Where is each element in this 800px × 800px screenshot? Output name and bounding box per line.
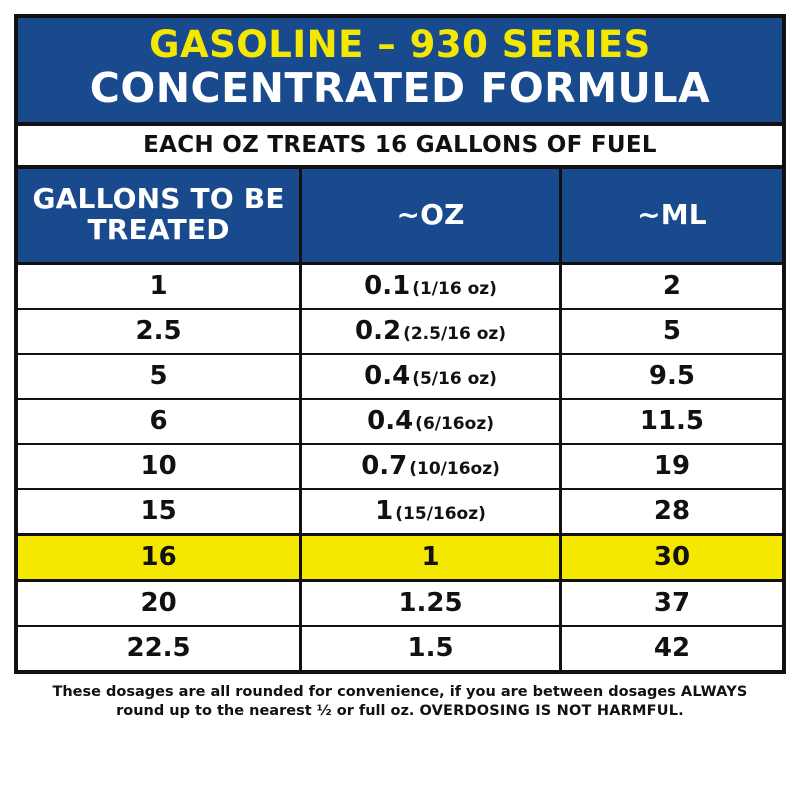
- table-row: [18, 354, 782, 399]
- footer-note: [14, 674, 786, 722]
- cell-gallons: 16: [18, 534, 301, 580]
- product-title-line2: CONCENTRATED FORMULA: [89, 63, 711, 112]
- cell-ml: 2: [560, 263, 782, 309]
- cell-oz-fraction: (10/16oz): [409, 458, 500, 479]
- cell-oz: [301, 309, 561, 354]
- cell-gallons: 6: [18, 399, 301, 444]
- cell-oz: [301, 444, 561, 489]
- cell-oz-value: 0.4: [367, 405, 414, 436]
- cell-oz: [301, 534, 561, 580]
- cell-oz-value: 1.5: [407, 632, 454, 663]
- cell-oz-value: 0.7: [361, 450, 408, 481]
- header-banner: [14, 14, 786, 126]
- cell-ml: 9.5: [560, 354, 782, 399]
- cell-ml: 42: [560, 626, 782, 670]
- footer-text-2a: round up to the nearest ½ or full oz.: [116, 703, 420, 720]
- table-row: [18, 309, 782, 354]
- cell-oz: [301, 263, 561, 309]
- cell-oz-fraction: (6/16oz): [415, 413, 494, 434]
- table-row: [18, 399, 782, 444]
- cell-oz-value: 1: [375, 495, 394, 526]
- cell-gallons: 2.5: [18, 309, 301, 354]
- cell-oz-value: 0.1: [364, 270, 411, 301]
- product-title-line1: GASOLINE – 930 SERIES: [149, 23, 651, 66]
- cell-ml: 30: [560, 534, 782, 580]
- cell-oz: [301, 626, 561, 670]
- dosage-table-wrapper: [14, 169, 786, 674]
- treat-rate-text: EACH OZ TREATS 16 GALLONS OF FUEL: [143, 131, 657, 158]
- cell-oz: [301, 580, 561, 626]
- cell-oz-fraction: (2.5/16 oz): [403, 323, 507, 344]
- cell-ml: 5: [560, 309, 782, 354]
- cell-oz: [301, 354, 561, 399]
- table-row: [18, 263, 782, 309]
- cell-oz: [301, 489, 561, 535]
- cell-gallons: 5: [18, 354, 301, 399]
- cell-oz-value: 1.25: [398, 587, 463, 618]
- dosage-table: [18, 169, 782, 670]
- cell-oz-fraction: (1/16 oz): [412, 278, 497, 299]
- cell-oz: [301, 399, 561, 444]
- cell-gallons: 10: [18, 444, 301, 489]
- subheader-bar: [14, 126, 786, 169]
- table-row: [18, 626, 782, 670]
- table-row: [18, 580, 782, 626]
- footer-text-2b: OVERDOSING IS NOT HARMFUL.: [419, 703, 684, 720]
- cell-gallons: 1: [18, 263, 301, 309]
- table-row: [18, 489, 782, 535]
- table-header-row: [18, 169, 782, 263]
- cell-ml: 19: [560, 444, 782, 489]
- column-header-gallons: GALLONS TO BE TREATED: [18, 169, 301, 263]
- table-row: [18, 444, 782, 489]
- cell-oz-value: 0.4: [364, 360, 411, 391]
- column-header-oz: ~OZ: [301, 169, 561, 263]
- cell-oz-fraction: (5/16 oz): [412, 368, 497, 389]
- column-header-ml: ~ML: [560, 169, 782, 263]
- cell-oz-value: 1: [421, 541, 440, 572]
- cell-oz-value: 0.2: [355, 315, 402, 346]
- cell-gallons: 15: [18, 489, 301, 535]
- footer-line-2: [30, 702, 770, 722]
- footer-text-1b: ALWAYS: [680, 683, 748, 700]
- table-body: [18, 263, 782, 670]
- cell-ml: 11.5: [560, 399, 782, 444]
- cell-oz-fraction: (15/16oz): [395, 503, 486, 524]
- cell-gallons: 22.5: [18, 626, 301, 670]
- footer-line-1: [30, 683, 770, 703]
- cell-ml: 28: [560, 489, 782, 535]
- cell-ml: 37: [560, 580, 782, 626]
- table-row: [18, 534, 782, 580]
- cell-gallons: 20: [18, 580, 301, 626]
- footer-text-1a: These dosages are all rounded for convenience, if you are between dosages: [52, 683, 681, 700]
